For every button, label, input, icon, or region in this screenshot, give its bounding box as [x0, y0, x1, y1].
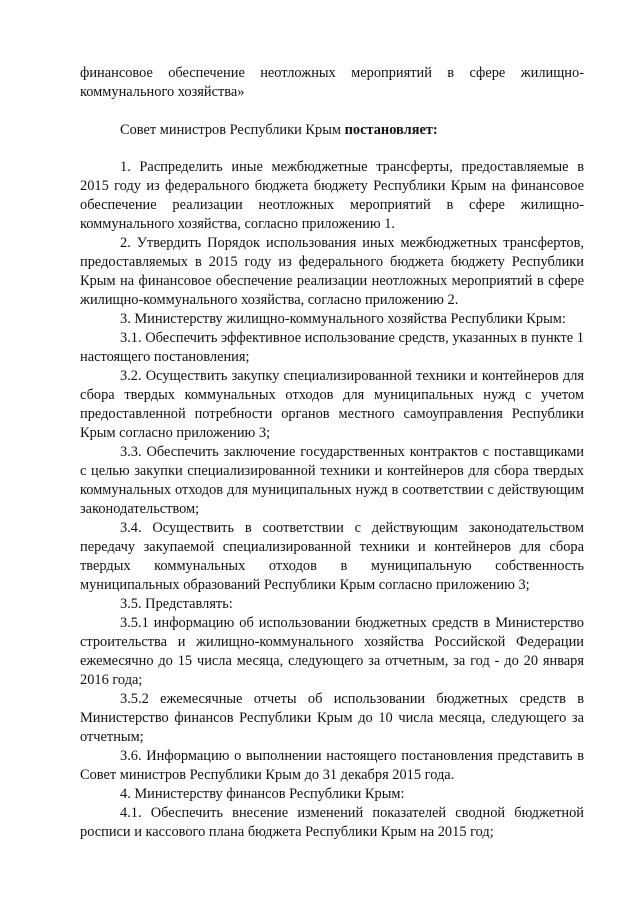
paragraph-3-5-2: 3.5.2 ежемесячные отчеты об использовании бюджетных средств в Министерство финансов Республики Крым до 10 числа месяца, следующего за отчетным; — [80, 691, 584, 745]
paragraph-3-4: 3.4. Осуществить в соответствии с действующим законодательством передачу закупаемой специализированной техники и контейнеров для сбора твердых коммунальных отходов в муниципальную собственность муниципальных образований Республики Крым согласно приложению 3; — [80, 520, 584, 593]
decree-lead: Совет министров Республики Крым — [120, 122, 345, 138]
paragraph-3-1: 3.1. Обеспечить эффективное использование средств, указанных в пункте 1 настоящего постановления; — [80, 330, 584, 365]
paragraph-3-5: 3.5. Представлять: — [120, 596, 233, 612]
intro-text: финансовое обеспечение неотложных мероприятий в сфере жилищно-коммунального хозяйства» — [80, 65, 584, 100]
paragraph-4: 4. Министерству финансов Республики Крым: — [120, 786, 405, 802]
paragraph-2: 2. Утвердить Порядок использования иных межбюджетных трансфертов, предоставляемых в 2015 году из федерального бюджета бюджету Республики Крым на финансовое обеспечение реализации неотложных мероприятий в сфере жилищно-коммунального хозяйства, согласно приложению 2. — [80, 235, 584, 308]
paragraph-3-5-1: 3.5.1 информацию об использовании бюджетных средств в Министерство строительства и жилищно-коммунального хозяйства Российской Федерации ежемесячно до 15 числа месяца, следующего за отчетным, за год - до 20 января 2016 года; — [80, 615, 584, 688]
paragraph-1: 1. Распределить иные межбюджетные трансферты, предоставляемые в 2015 году из федерального бюджета бюджету Республики Крым на финансовое обеспечение реализации неотложных мероприятий в сфере жилищно-коммунального хозяйства, согласно приложению 1. — [80, 159, 584, 232]
paragraph-3-2: 3.2. Осуществить закупку специализированной техники и контейнеров для сбора твердых коммунальных отходов для муниципальных нужд с учетом предоставленной потребности органов местного самоуправления Республики Крым согласно приложению 3; — [80, 368, 584, 441]
decree-statement — [80, 121, 584, 140]
document-page — [80, 64, 584, 842]
paragraph-3-3: 3.3. Обеспечить заключение государственных контрактов с поставщиками с целью закупки специализированной техники и контейнеров для сбора твердых коммунальных отходов для муниципальных нужд в соответствии с действующим законодательством; — [80, 444, 584, 517]
paragraph-3: 3. Министерству жилищно-коммунального хозяйства Республики Крым: — [120, 311, 566, 327]
paragraph-4-1: 4.1. Обеспечить внесение изменений показателей сводной бюджетной росписи и кассового плана бюджета Республики Крым на 2015 год; — [80, 805, 584, 840]
decree-verb: постановляет: — [344, 122, 438, 138]
paragraph-3-6: 3.6. Информацию о выполнении настоящего постановления представить в Совет министров Республики Крым до 31 декабря 2015 года. — [80, 748, 584, 783]
